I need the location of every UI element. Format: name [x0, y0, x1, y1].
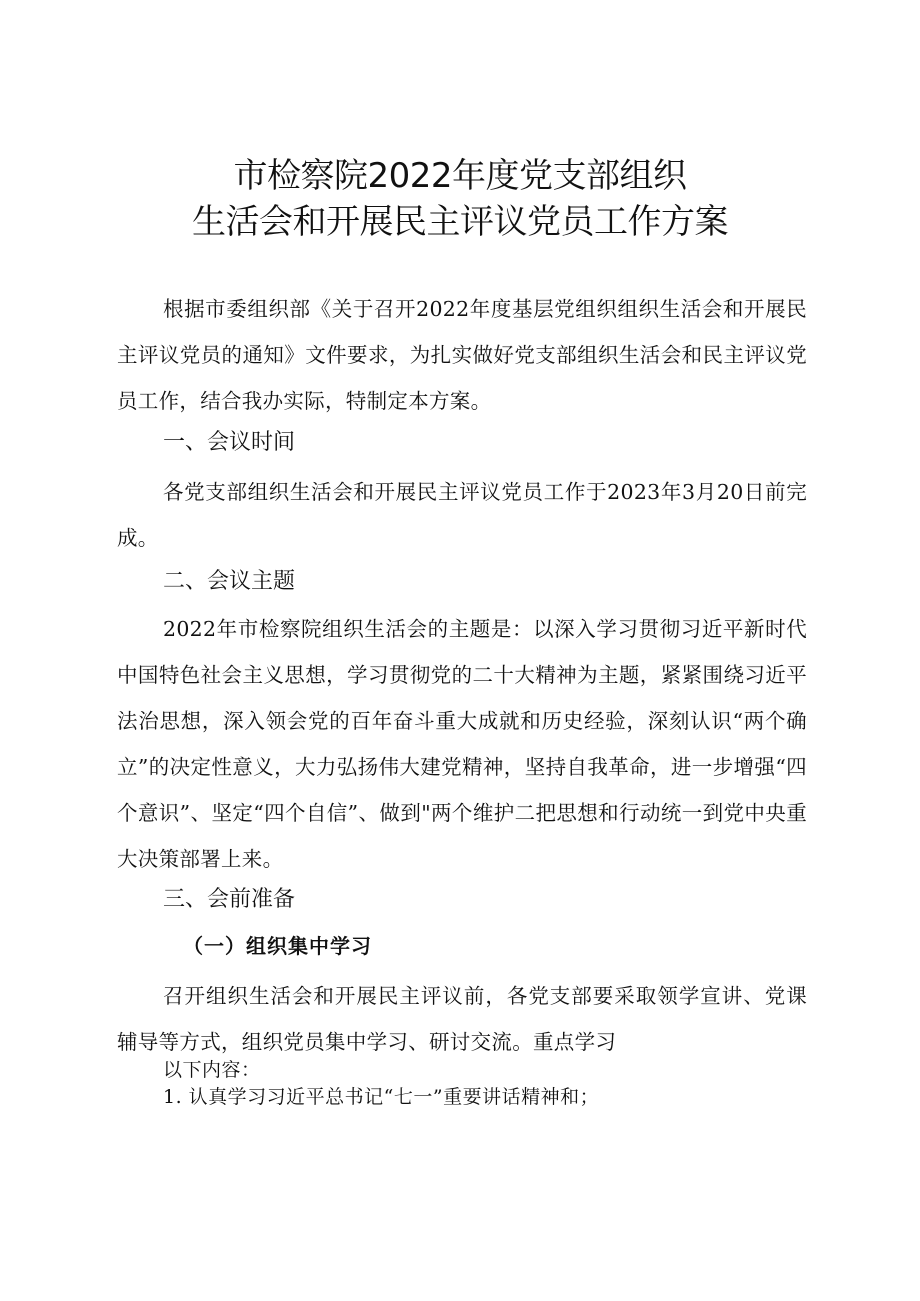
section-3-heading: 三、会前准备 — [163, 887, 296, 912]
document-title-line-2: 生活会和开展民主评议党员工作方案 — [192, 202, 728, 242]
document-title-line-1: 市检察院2022年度党支部组织 — [233, 156, 687, 196]
list-item-1: 1. 认真学习习近平总书记“七一”重要讲话精神和； — [163, 1086, 600, 1108]
subsection-1-paragraph: 召开组织生活会和开展民主评议前，各党支部要采取领学宣讲、党课辅导等方式，组织党员集中学习、研讨交流。重点学习 — [117, 984, 807, 1054]
section-1-paragraph: 各党支部组织生活会和开展民主评议党员工作于2023年3月20日前完成。 — [117, 480, 807, 550]
intro-paragraph: 根据市委组织部《关于召开2022年度基层党组织组织生活会和开展民主评议党员的通知》文件要求，为扎实做好党支部组织生活会和民主评议党员工作，结合我办实际，特制定本方案。 — [117, 297, 807, 413]
section-2-paragraph: 2022年市检察院组织生活会的主题是：以深入学习贯彻习近平新时代中国特色社会主义思想，学习贯彻党的二十大精神为主题，紧紧围绕习近平法治思想，深入领会党的百年奋斗重大成就和历史经验，深刻认识“两个确立”的决定性意义，大力弘扬伟大建党精神，坚持自我革命，进一步增强“四个意识”、坚定“四个自信”、做到"两个维护二把思想和行动统一到党中央重大决策部署上来。 — [117, 617, 807, 871]
section-1-heading: 一、会议时间 — [163, 430, 296, 455]
following-line: 以下内容： — [163, 1059, 261, 1081]
section-2-heading: 二、会议主题 — [163, 569, 296, 594]
subsection-1-heading: （一）组织集中学习 — [183, 934, 372, 958]
